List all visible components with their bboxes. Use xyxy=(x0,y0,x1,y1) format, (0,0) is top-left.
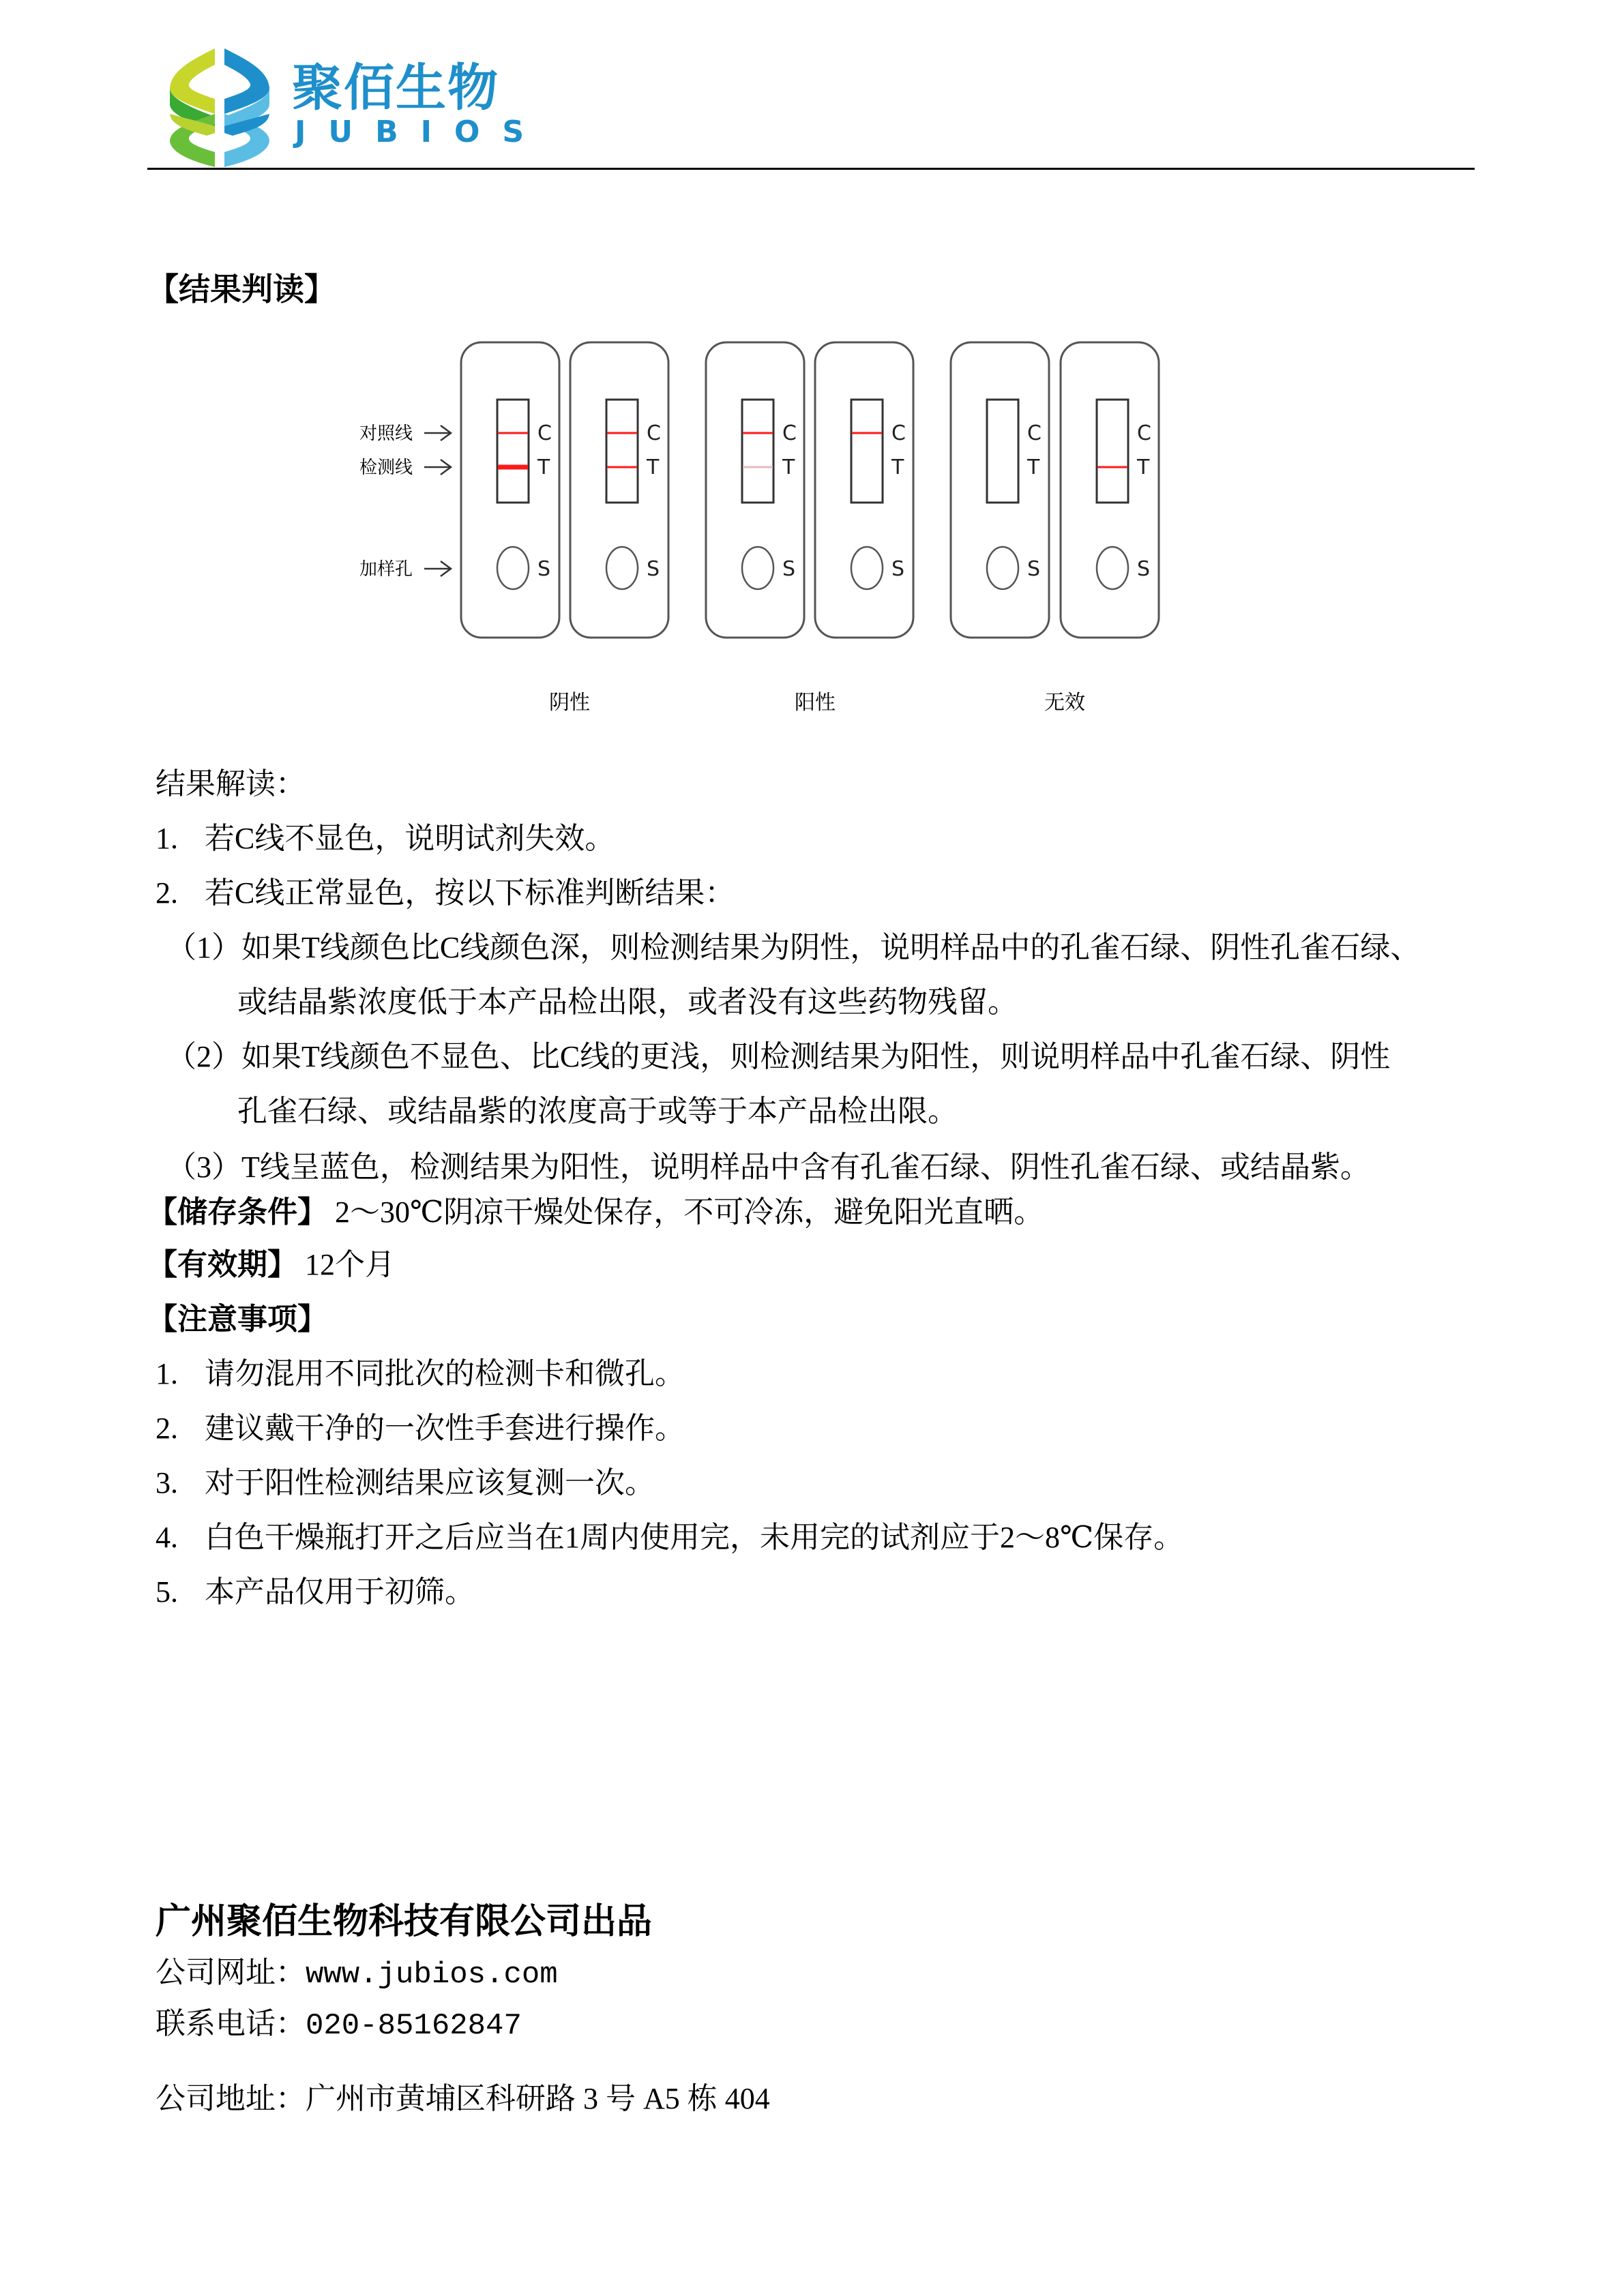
sub-item-1 xyxy=(166,929,1420,967)
svg-text:C: C xyxy=(647,421,661,445)
arrow-right-icon xyxy=(424,561,451,576)
group-label-invalid: 无效 xyxy=(1044,691,1085,715)
svg-text:C: C xyxy=(537,421,552,445)
test-card-negative-1 xyxy=(461,342,559,638)
note-number: 4. xyxy=(156,1521,178,1554)
sub-item-line: 如果T线颜色不显色、比C线的更浅，则检测结果为阳性，则说明样品中孔雀石绿、阴性 xyxy=(241,1040,1391,1073)
footer-phone xyxy=(156,2005,522,2045)
svg-text:检测线: 检测线 xyxy=(359,458,413,478)
svg-text:S: S xyxy=(647,557,660,581)
note-number: 2. xyxy=(156,1412,178,1445)
side-label-control-line xyxy=(359,423,451,444)
phone-number: 020-85162847 xyxy=(306,2009,522,2043)
interpretation-item-1 xyxy=(156,820,615,858)
storage-text: 2～30℃阴凉干燥处保存，不可冷冻，避免阳光直晒。 xyxy=(335,1195,1044,1229)
svg-text:S: S xyxy=(891,557,905,581)
sub-item-number: （2） xyxy=(166,1040,241,1073)
sub-item-1-continued: 或结晶紫浓度低于本产品检出限，或者没有这些药物残留。 xyxy=(237,985,1018,1019)
side-label-sample-well xyxy=(359,559,451,580)
svg-text:T: T xyxy=(647,456,660,479)
test-card-invalid-2 xyxy=(1061,342,1159,638)
storage-label: 【储存条件】 xyxy=(147,1195,327,1229)
notes-heading: 【注意事项】 xyxy=(147,1302,327,1336)
address-label: 公司地址： xyxy=(156,2082,306,2115)
item-text: 若C线正常显色，按以下标准判断结果： xyxy=(205,876,735,910)
logo-english-name: JUBIOS xyxy=(295,115,547,149)
note-item xyxy=(156,1573,475,1611)
svg-text:加样孔: 加样孔 xyxy=(359,559,413,580)
validity-text: 12个月 xyxy=(305,1248,395,1281)
jubios-logo-icon xyxy=(166,46,274,168)
note-number: 1. xyxy=(156,1357,178,1390)
interpretation-item-2 xyxy=(156,874,735,912)
note-item xyxy=(156,1410,685,1448)
svg-text:C: C xyxy=(1027,421,1042,445)
address-text: 广州市黄埔区科研路 3 号 A5 栋 404 xyxy=(306,2082,770,2115)
item-number: 2. xyxy=(156,876,178,910)
phone-label: 联系电话： xyxy=(156,2007,306,2040)
sub-item-line: 如果T线颜色比C线颜色深，则检测结果为阴性，说明样品中的孔雀石绿、阴性孔雀石绿、 xyxy=(241,931,1421,964)
test-card-positive-2 xyxy=(815,342,913,638)
sub-item-2-continued: 孔雀石绿、或结晶紫的浓度高于或等于本产品检出限。 xyxy=(237,1094,958,1128)
arrow-right-icon xyxy=(424,426,451,441)
validity-label: 【有效期】 xyxy=(147,1248,297,1281)
sub-item-2 xyxy=(166,1038,1390,1076)
footer-company-name: 广州聚佰生物科技有限公司出品 xyxy=(156,1901,653,1942)
note-text: 对于阳性检测结果应该复测一次。 xyxy=(205,1466,655,1500)
section-heading-result: 【结果判读】 xyxy=(147,272,336,307)
svg-text:S: S xyxy=(537,557,551,581)
test-card-invalid-1 xyxy=(951,342,1049,638)
sub-item-line: T线呈蓝色，检测结果为阳性，说明样品中含有孔雀石绿、阴性孔雀石绿、或结晶紫。 xyxy=(241,1150,1370,1184)
group-label-negative: 阴性 xyxy=(549,691,590,715)
test-card-positive-1 xyxy=(706,342,804,638)
item-text: 若C线不显色，说明试剂失效。 xyxy=(205,822,615,855)
note-number: 5. xyxy=(156,1575,178,1609)
note-item xyxy=(156,1464,655,1502)
svg-text:T: T xyxy=(891,456,904,479)
svg-text:T: T xyxy=(782,456,795,479)
note-item xyxy=(156,1519,1183,1557)
svg-text:S: S xyxy=(782,557,796,581)
arrow-right-icon xyxy=(424,460,451,475)
validity-period xyxy=(147,1246,395,1284)
note-text: 请勿混用不同批次的检测卡和微孔。 xyxy=(205,1357,685,1390)
storage-conditions xyxy=(147,1193,1044,1232)
sub-item-number: （3） xyxy=(166,1150,241,1184)
website-link[interactable]: www.jubios.com xyxy=(306,1958,558,1992)
sub-item-number: （1） xyxy=(166,931,241,964)
svg-text:对照线: 对照线 xyxy=(359,423,413,444)
svg-text:T: T xyxy=(1027,456,1040,479)
item-number: 1. xyxy=(156,822,178,855)
test-card-negative-2 xyxy=(570,342,668,638)
group-label-positive: 阳性 xyxy=(795,691,836,715)
svg-text:C: C xyxy=(891,421,906,445)
header-divider xyxy=(147,168,1475,170)
svg-text:S: S xyxy=(1027,557,1041,581)
website-label: 公司网址： xyxy=(156,1956,306,1989)
side-label-test-line xyxy=(359,458,451,478)
footer-address xyxy=(156,2080,770,2118)
svg-text:C: C xyxy=(1137,421,1151,445)
interpretation-title: 结果解读： xyxy=(156,767,306,801)
note-text: 建议戴干净的一次性手套进行操作。 xyxy=(205,1412,685,1445)
logo-chinese-name: 聚佰生物 xyxy=(292,59,499,117)
svg-text:C: C xyxy=(782,421,797,445)
note-text: 本产品仅用于初筛。 xyxy=(205,1575,475,1609)
svg-text:T: T xyxy=(537,456,550,479)
note-item xyxy=(156,1355,685,1393)
note-number: 3. xyxy=(156,1466,178,1500)
svg-text:S: S xyxy=(1137,557,1151,581)
footer-website xyxy=(156,1954,558,1994)
svg-text:T: T xyxy=(1137,456,1150,479)
note-text: 白色干燥瓶打开之后应当在1周内使用完，未用完的试剂应于2～8℃保存。 xyxy=(205,1521,1184,1554)
sub-item-3 xyxy=(166,1148,1370,1187)
